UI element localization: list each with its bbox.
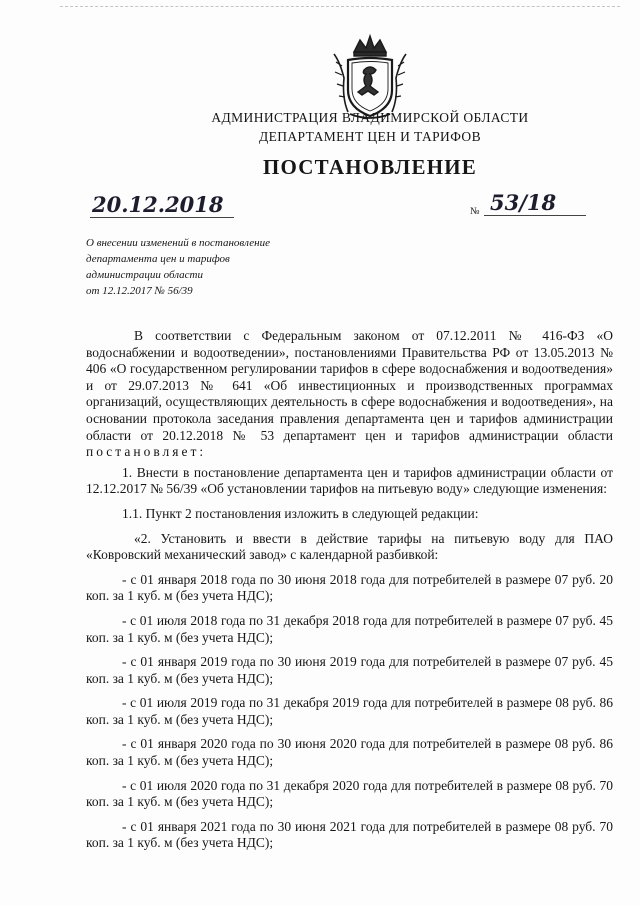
item-2-paragraph: «2. Установить и ввести в действие тарифы на питьевую воду для ПАО «Ковровский механический завод» с календарной разбивкой:	[86, 530, 613, 563]
subject-line: департамента цен и тарифов	[86, 253, 230, 265]
tariff-line: - с 01 января 2020 года по 30 июня 2020 года для потребителей в размере 08 руб. 86 коп. за 1 куб. м (без учета НДС);	[86, 736, 613, 769]
organization-name: АДМИНИСТРАЦИЯ ВЛАДИМИРСКОЙ ОБЛАСТИ	[211, 110, 529, 125]
scan-top-rule	[60, 6, 620, 8]
document-subject	[86, 235, 326, 299]
tariff-line: - с 01 января 2019 года по 30 июня 2019 года для потребителей в размере 07 руб. 45 коп. за 1 куб. м (без учета НДС);	[86, 654, 613, 686]
tariff-line: - с 01 января 2018 года по 30 июня 2018 года для потребителей в размере 07 руб. 20 коп. за 1 куб. м (без учета НДС);	[86, 571, 613, 604]
resolve-word: постановляет:	[86, 444, 207, 460]
department-name: ДЕПАРТАМЕНТ ЦЕН И ТАРИФОВ	[259, 129, 481, 144]
document-number: 53/18	[484, 190, 586, 216]
number-sign: №	[470, 206, 480, 217]
preamble-paragraph	[86, 328, 613, 461]
tariff-line: - с 01 июля 2019 года по 31 декабря 2019 года для потребителей в размере 08 руб. 86 коп. за 1 куб. м (без учета НДС);	[86, 695, 613, 727]
document-type-title: ПОСТАНОВЛЕНИЕ	[262, 155, 478, 179]
tariff-line: - с 01 января 2021 года по 30 июня 2021 года для потребителей в размере 08 руб. 70 коп. за 1 куб. м (без учета НДС);	[86, 818, 613, 851]
item-1-paragraph: 1. Внести в постановление департамента цен и тарифов администрации области от 12.12.2017 № 56/39 «Об установлении тарифов на питьевую воду» следующие изменения:	[86, 464, 613, 497]
tariff-line: - с 01 июля 2020 года по 31 декабря 2020 года для потребителей в размере 08 руб. 70 коп. за 1 куб. м (без учета НДС);	[86, 777, 613, 810]
coat-of-arms-icon	[330, 32, 410, 122]
subject-line: администрации области	[86, 269, 203, 281]
subject-line: О внесении изменений в постановление	[86, 237, 270, 249]
item-1-1-paragraph: 1.1. Пункт 2 постановления изложить в следующей редакции:	[122, 505, 479, 521]
subject-line: от 12.12.2017 № 56/39	[86, 285, 193, 297]
document-body	[86, 328, 613, 860]
tariff-line: - с 01 июля 2018 года по 31 декабря 2018 года для потребителей в размере 07 руб. 45 коп. за 1 куб. м (без учета НДС);	[86, 612, 613, 645]
document-date: 20.12.2018	[90, 192, 234, 218]
preamble-text: В соответствии с Федеральным законом от 07.12.2011 № 416-ФЗ «О водоснабжении и водоотведении», постановлениями Правительства РФ от 13.05.2013 № 406 «О государственном регулировании тарифов в сфере водоснабжения и водоотведения» и от 29.07.2013 № 641 «Об инвестиционных и производственных программах организаций, осуществляющих деятельность в сфере водоснабжения и водоотведения», на основании протокола заседания правления департамента цен и тарифов администрации области от 20.12.2018 № 53 департамент цен и тарифов администрации области	[86, 328, 613, 443]
